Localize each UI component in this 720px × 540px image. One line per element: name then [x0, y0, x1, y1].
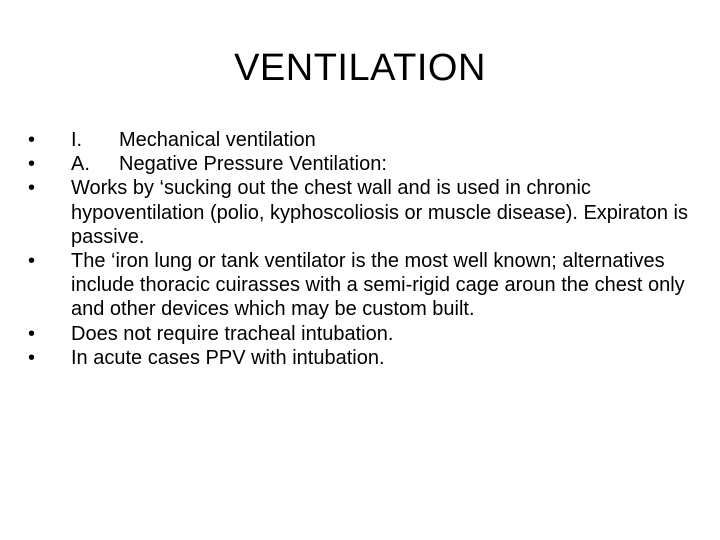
- bullet-dot: •: [28, 129, 36, 151]
- bullet-dot: •: [28, 153, 36, 176]
- bullet-text: Works by ‘sucking out the chest wall and is used in chronic hypoventilation (polio, kyphoscoliosis or muscle disease). Expiraton is passive.: [71, 177, 688, 248]
- bullet-dot: •: [28, 177, 36, 200]
- bullet-dot: •: [28, 322, 36, 345]
- bullet-item-negative-pressure: [28, 152, 688, 176]
- slide-title: VENTILATION: [234, 47, 486, 89]
- bullet-text: Mechanical ventilation: [119, 129, 316, 151]
- bullet-item-works-by: [28, 176, 688, 249]
- outline-number: I.: [71, 129, 83, 151]
- bullet-item-iron-lung: [28, 249, 688, 322]
- outline-letter: A.: [71, 153, 90, 176]
- bullet-dot: •: [28, 346, 36, 369]
- bullet-item-mechanical-ventilation: [28, 128, 688, 152]
- bullet-text: The ‘iron lung or tank ventilator is the most well known; alternatives include thoracic cuirasses with a semi-rigid cage aroun the chest only and other devices which may be custom built.: [71, 250, 685, 321]
- bullet-item-no-intubation: [28, 322, 688, 346]
- bullet-text: Negative Pressure Ventilation:: [119, 153, 387, 176]
- bullet-dot: •: [28, 250, 36, 273]
- bullet-text: Does not require tracheal intubation.: [71, 322, 394, 345]
- bullet-text: In acute cases PPV with intubation.: [71, 346, 385, 369]
- bullet-list: [28, 128, 688, 370]
- bullet-item-acute-cases: [28, 346, 688, 370]
